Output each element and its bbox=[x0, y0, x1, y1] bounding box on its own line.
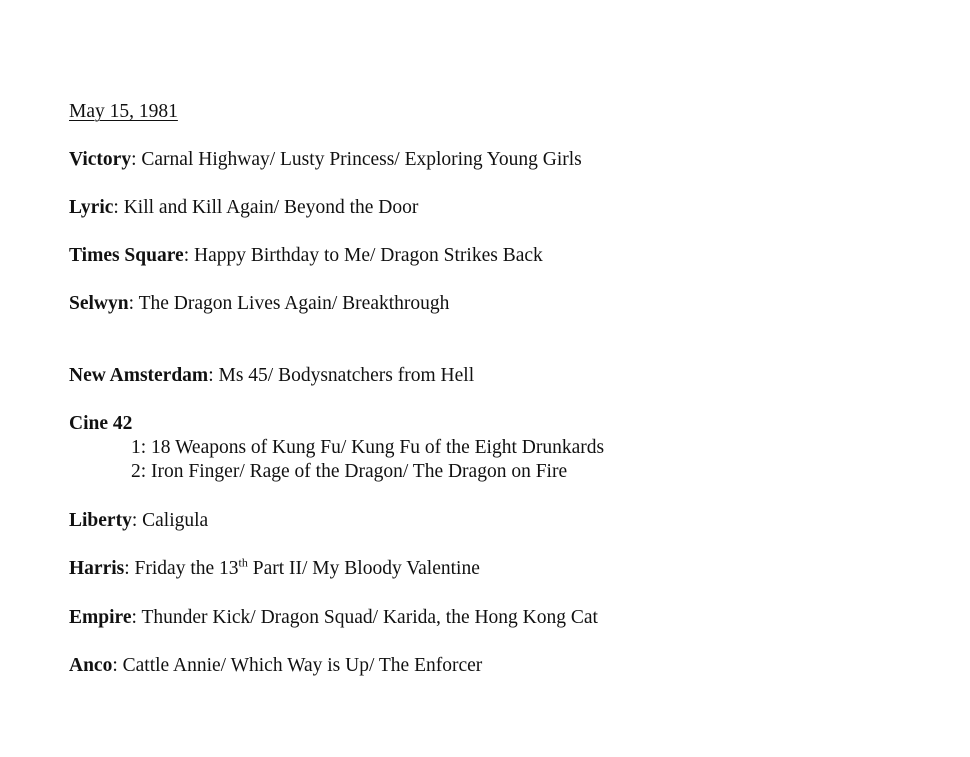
separator: : bbox=[131, 607, 142, 628]
theater-selwyn bbox=[69, 292, 449, 316]
film-list: Kill and Kill Again/ Beyond the Door bbox=[123, 197, 419, 218]
theater-name: Liberty bbox=[69, 510, 132, 531]
theater-cine-42 bbox=[69, 412, 132, 436]
theater-lyric bbox=[69, 196, 418, 220]
theater-name: Anco bbox=[69, 655, 113, 676]
listing-date: May 15, 1981 bbox=[69, 101, 178, 122]
separator: : bbox=[208, 365, 219, 386]
film-list: The Dragon Lives Again/ Breakthrough bbox=[138, 293, 450, 314]
ordinal-suffix: th bbox=[238, 555, 248, 570]
film-list-part-1: Friday the 13 bbox=[134, 558, 239, 579]
separator: : bbox=[183, 245, 194, 266]
theater-name: Victory bbox=[69, 149, 132, 170]
film-list-part-2: Part II/ My Bloody Valentine bbox=[247, 558, 480, 579]
separator: : bbox=[124, 558, 135, 579]
theater-empire bbox=[69, 606, 598, 630]
separator: : bbox=[112, 655, 123, 676]
theater-name: Empire bbox=[69, 607, 132, 628]
theater-name: Times Square bbox=[69, 245, 184, 266]
film-list: Happy Birthday to Me/ Dragon Strikes Back bbox=[193, 245, 543, 266]
film-list: Ms 45/ Bodysnatchers from Hell bbox=[218, 365, 475, 386]
film-list: Thunder Kick/ Dragon Squad/ Karida, the Hong Kong Cat bbox=[141, 607, 598, 628]
separator: : bbox=[131, 149, 142, 170]
cine-42-screen-2: 2: Iron Finger/ Rage of the Dragon/ The Dragon on Fire bbox=[131, 461, 568, 482]
theater-new-amsterdam bbox=[69, 364, 474, 388]
film-list: Caligula bbox=[142, 510, 209, 531]
theater-anco bbox=[69, 654, 482, 678]
theater-liberty bbox=[69, 509, 208, 533]
separator: : bbox=[113, 197, 124, 218]
theater-times-square bbox=[69, 244, 543, 268]
separator: : bbox=[128, 293, 139, 314]
theater-name: Harris bbox=[69, 558, 125, 579]
theater-harris bbox=[69, 557, 480, 581]
theater-victory bbox=[69, 148, 582, 172]
theater-name: Lyric bbox=[69, 197, 114, 218]
theater-name: Cine 42 bbox=[69, 413, 133, 434]
film-list: Carnal Highway/ Lusty Princess/ Exploring Young Girls bbox=[141, 149, 582, 170]
theater-name: New Amsterdam bbox=[69, 365, 209, 386]
film-list: Cattle Annie/ Which Way is Up/ The Enforcer bbox=[122, 655, 483, 676]
separator: : bbox=[131, 510, 143, 531]
theater-name: Selwyn bbox=[69, 293, 129, 314]
cine-42-screen-1: 1: 18 Weapons of Kung Fu/ Kung Fu of the Eight Drunkards bbox=[131, 437, 605, 458]
